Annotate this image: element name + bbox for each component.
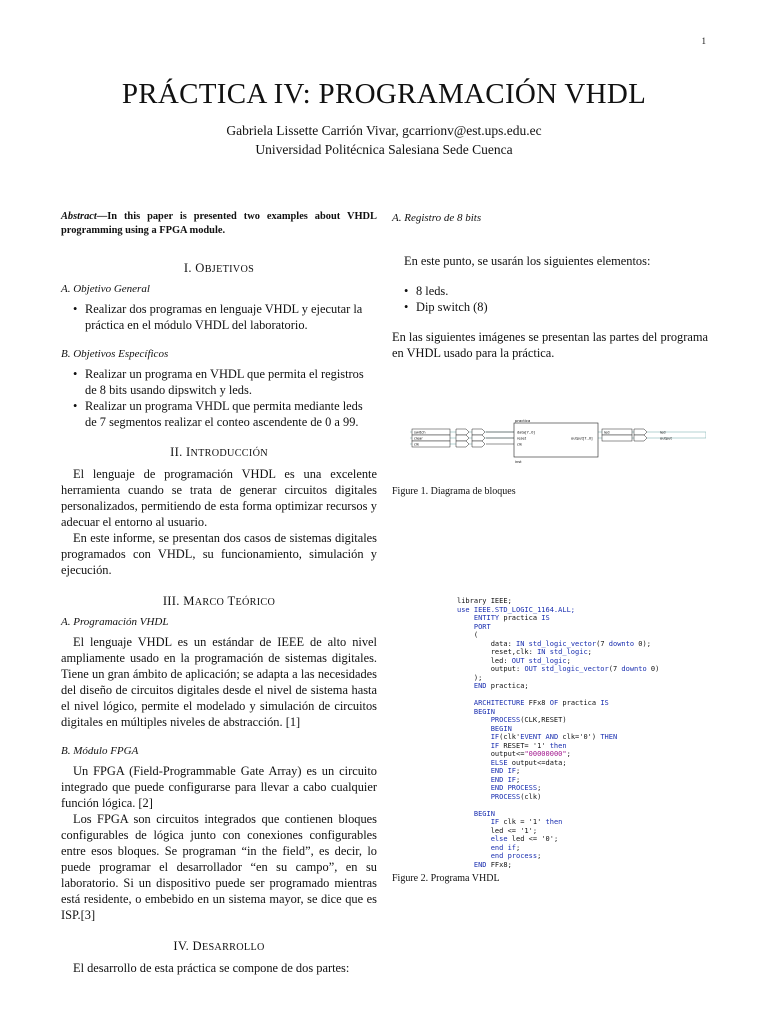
code-token: BEGIN [457, 707, 495, 716]
code-token: IN [537, 648, 550, 656]
output-label-output: output [660, 436, 672, 441]
code-token: END [457, 860, 491, 869]
code-line [457, 597, 659, 606]
code-token: IF [457, 733, 500, 741]
port-in-reset: reset [517, 436, 527, 441]
left-column [61, 210, 377, 976]
code-token: std_logic_vector [541, 665, 609, 673]
list-item: • Realizar un programa VHDL que permita mediante leds de 7 segmentos realizar el conteo ascendente de 0 a 99. [85, 398, 377, 430]
vhdl-code-listing [457, 597, 659, 869]
block-diagram [410, 418, 706, 470]
registro-items-list [392, 283, 708, 315]
code-token: PROCESS [457, 792, 521, 801]
section-heading-marco-teorico: III. MARCO TEÓRICO [162, 594, 276, 608]
code-token: PROCESS [457, 716, 521, 724]
affiliation-line: Universidad Politécnica Salesiana Sede Cuenca [255, 142, 513, 157]
input-label-clk: clk [414, 442, 420, 447]
code-line [457, 631, 659, 640]
code-token: FFx8; [490, 860, 512, 869]
code-line [457, 716, 659, 725]
section-heading-introduccion: II. INTRODUCCIÓN [170, 445, 268, 459]
code-token: std_logic_vector [528, 639, 597, 648]
code-token: IS [541, 614, 550, 622]
abstract-text: —In this paper is presented two examples about VHDL programming using a FPGA module. [61, 211, 377, 236]
code-token: OUT [511, 656, 529, 665]
abstract-label: Abstract [61, 211, 97, 222]
code-line [457, 614, 659, 623]
code-token: EVENT AND [520, 733, 563, 741]
code-token: THEN [600, 733, 618, 741]
code-token: led <= '1'; [457, 826, 538, 835]
code-token: std_logic [549, 648, 588, 656]
paper-title: PRÁCTICA IV: PROGRAMACIÓN VHDL [121, 78, 647, 110]
code-line [457, 818, 659, 827]
code-token: FFx8 [528, 699, 550, 707]
code-line [457, 691, 659, 700]
port-in-data: data[7..0] [517, 430, 535, 435]
figure-1-caption: Figure 1. Diagrama de bloques [392, 486, 516, 497]
code-token: output<=data; [511, 758, 567, 767]
output-label-led: led [660, 430, 666, 435]
subsection-modulo-fpga: B. Módulo FPGA [61, 745, 139, 757]
code-line [457, 776, 659, 785]
marco-paragraph-b1: Un FPGA (Field-Programmable Gate Array) es un circuito integrado que puede configurarse para llevar a cabo cualquier función lógica. [2] [61, 764, 377, 810]
code-line [457, 810, 659, 819]
code-line [457, 648, 659, 657]
code-line [457, 708, 659, 717]
code-token: ; [516, 767, 521, 775]
code-token: ; [537, 852, 542, 860]
code-token: ; [587, 648, 592, 656]
code-line [457, 640, 659, 649]
block-instance: inst [515, 460, 522, 464]
code-line [457, 742, 659, 751]
code-line [457, 699, 659, 708]
code-line [457, 682, 659, 691]
subsection-objetivos-especificos: B. Objetivos Específicos [61, 348, 169, 360]
subsection-objetivo-general: A. Objetivo General [61, 283, 150, 295]
figure-2-caption: Figure 2. Programa VHDL [392, 873, 500, 884]
code-token: ; [537, 784, 542, 792]
code-line [457, 759, 659, 768]
code-token: PORT [457, 622, 491, 631]
objetivos-especificos-list [61, 366, 377, 430]
code-line [457, 793, 659, 802]
input-label-clear: clear [414, 436, 423, 441]
right-column [392, 210, 708, 361]
code-line [457, 665, 659, 674]
author-line: Gabriela Lissette Carrión Vivar, gcarrionv@est.ups.edu.ec [226, 123, 542, 138]
block-name: practica [515, 418, 531, 423]
code-token: ARCHITECTURE [457, 699, 529, 707]
code-token: led <= '0'; [511, 835, 559, 843]
code-token: 0); [638, 639, 651, 648]
code-token: then [549, 741, 567, 750]
desarrollo-paragraph: El desarrollo de esta práctica se compone de dos partes: [73, 961, 350, 975]
code-line [457, 844, 659, 853]
marco-paragraph-b2: Los FPGA son circuitos integrados que contienen bloques configurables de lógica junto con conexiones configurables entre esos bloques. Se programan “in the field”, es decir, lo puede programar el desarrollador “en su campo”, en su laboratorio. Si un dispositivo puede ser programado mientras está residente, o embebido en un sistema mayor, se dice que es ISP.[3] [61, 812, 377, 922]
code-token: end process [457, 852, 538, 860]
code-token: RESET= '1' [503, 741, 550, 750]
code-token: led: [457, 656, 512, 665]
code-token: practica; [490, 682, 529, 690]
practica-block [486, 418, 598, 464]
abstract [61, 210, 377, 238]
code-line [457, 861, 659, 870]
code-token: practica [562, 699, 601, 707]
input-label-switch: switch [414, 430, 426, 435]
code-token: clk = '1' [503, 818, 546, 826]
code-token: (7 [608, 665, 622, 673]
code-token: END IF [457, 775, 517, 784]
code-token: ; [566, 656, 571, 665]
code-token: ; [566, 750, 571, 758]
code-token: IF [457, 818, 504, 826]
port-in-clk: clk [517, 442, 523, 447]
code-token: END IF [457, 767, 517, 775]
code-token: clk='0') [562, 733, 601, 741]
code-token: downto [608, 639, 639, 648]
input-pins [412, 429, 485, 447]
code-token: output: [457, 665, 525, 673]
list-item: • Dip switch (8) [416, 299, 708, 315]
code-token: END PROCESS [457, 784, 538, 792]
code-token: ; [516, 775, 521, 784]
code-line [457, 750, 659, 759]
port-out-output: output[7..0] [571, 436, 593, 441]
list-item: • Realizar dos programas en lenguaje VHDL y ejecutar la práctica en el módulo VHDL del laboratorio. [85, 301, 377, 333]
code-token: END [457, 682, 491, 690]
code-token: use [457, 605, 474, 614]
code-line [457, 606, 659, 615]
code-line [457, 657, 659, 666]
code-token: std_logic [528, 656, 567, 665]
code-token: downto [621, 665, 651, 673]
code-token: (7 [596, 639, 609, 648]
code-token: then [545, 818, 563, 826]
code-token: data: [457, 639, 517, 648]
code-token: practica [503, 614, 542, 622]
registro-paragraph-2: En las siguientes imágenes se presentan las partes del programa en VHDL usado para la práctica. [392, 330, 708, 360]
code-line [457, 674, 659, 683]
code-token: BEGIN [457, 724, 512, 733]
code-token: OF [549, 699, 563, 707]
code-token: output<= [457, 750, 525, 758]
code-token: 0) [650, 665, 660, 673]
code-line [457, 835, 659, 844]
code-token: reset,clk: [457, 648, 538, 656]
code-line [457, 784, 659, 793]
code-token: library IEEE; [457, 597, 512, 605]
subsection-registro-8-bits: A. Registro de 8 bits [392, 212, 482, 224]
code-line [457, 623, 659, 632]
code-token: OUT [524, 665, 542, 673]
code-token: IEEE.STD_LOGIC_1164.ALL; [473, 605, 576, 614]
code-line [457, 852, 659, 861]
list-item: • Realizar un programa en VHDL que permita el registros de 8 bits usando dipswitch y leds. [85, 366, 377, 398]
subsection-programacion-vhdl: A. Programación VHDL [61, 616, 169, 628]
port-out-led: led [604, 430, 610, 435]
list-item: • 8 leds. [416, 283, 708, 299]
intro-paragraph-1: El lenguaje de programación VHDL es una excelente herramienta cuando se trata de generar circuitos digitales personalizados, permitiendo de esta forma optimizar recursos y adecuar el entorno al usuario. [61, 467, 377, 529]
output-pins [602, 429, 672, 441]
code-token: ; [516, 843, 521, 852]
code-token: else [457, 835, 512, 843]
code-line [457, 827, 659, 836]
section-heading-objetivos: I. OBJETIVOS [183, 261, 255, 275]
code-token: ENTITY [457, 614, 504, 622]
code-token: IS [600, 699, 609, 707]
section-heading-desarrollo: IV. DESARROLLO [173, 939, 265, 953]
code-line [457, 801, 659, 810]
registro-paragraph-1: En este punto, se usarán los siguientes elementos: [404, 254, 651, 268]
code-token: ELSE [457, 758, 512, 767]
code-line [457, 733, 659, 742]
code-token: ); [457, 673, 483, 682]
code-token: IN [516, 639, 529, 648]
marco-paragraph-a: El lenguaje VHDL es un estándar de IEEE de alto nivel ampliamente usado en la programación de sistemas digitales. Tiene un gran ámbito de aplicación; se adapta a las necesidades del diseño de circuitos digitales desde el nivel de sistema hasta el nivel lógico, permite el modelado y simulación de circuitos digitales en múltiples niveles de abstracción. [1] [61, 635, 377, 729]
code-token: ( [457, 631, 479, 639]
code-line [457, 725, 659, 734]
code-line [457, 767, 659, 776]
intro-paragraph-2: En este informe, se presentan dos casos de sistemas digitales programados con VHDL, su funcionamiento, simulación y ejecución. [61, 531, 377, 577]
objetivo-general-list [61, 301, 377, 333]
code-token: BEGIN [457, 809, 495, 818]
code-token: IF [457, 741, 504, 750]
page-number: 1 [701, 36, 706, 46]
code-token: (clk) [520, 792, 542, 801]
code-token: (clk' [499, 733, 521, 741]
code-token: end if [457, 843, 517, 852]
code-token: (CLK,RESET) [520, 716, 567, 724]
code-token: "00000000" [524, 750, 567, 758]
